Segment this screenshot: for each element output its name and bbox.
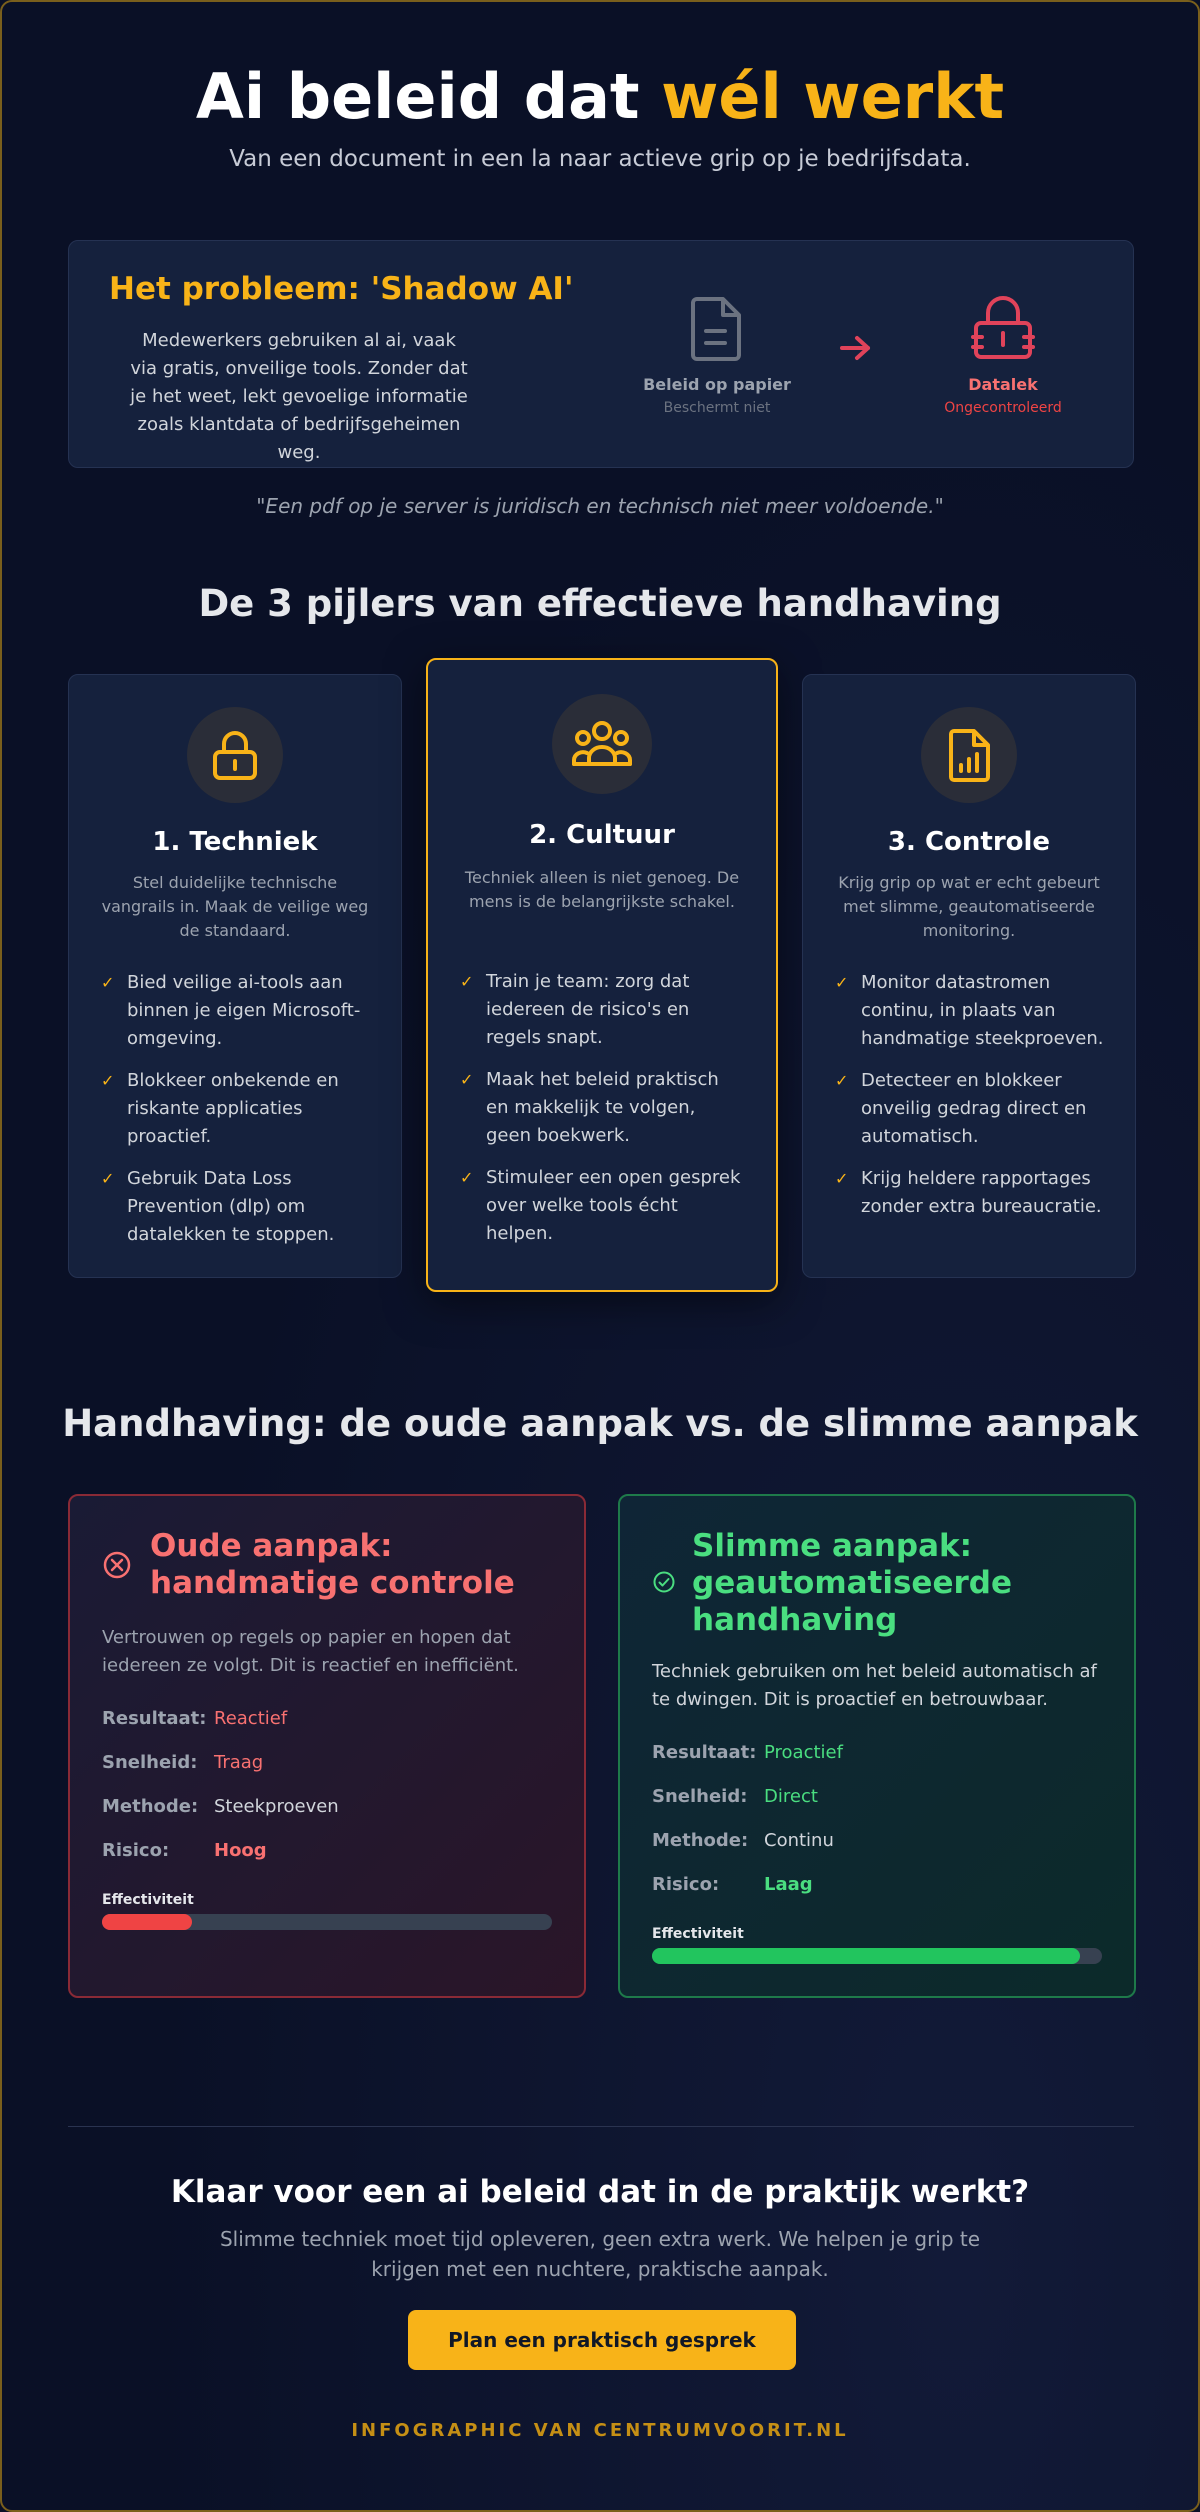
problem-card <box>68 240 1134 468</box>
old-effect-bar <box>102 1914 552 1930</box>
smart-approach-card <box>618 1494 1136 1998</box>
pillar-cultuur <box>426 658 778 1292</box>
quote: "Een pdf op je server is juridisch en technisch niet meer voldoende." <box>256 494 944 518</box>
check-icon: ✓ <box>835 1071 849 1090</box>
pillar-title: 1. Techniek <box>152 827 318 857</box>
pillar-icon-circle <box>187 707 283 803</box>
check-icon: ✓ <box>460 1070 474 1089</box>
title-accent: wél werkt <box>661 60 1005 133</box>
check-icon: ✓ <box>101 1071 115 1090</box>
list-item: ✓ Maak het beleid praktisch en makkelijk te volgen, geen boekwerk. <box>458 1066 746 1150</box>
pillar-points <box>833 969 1105 1235</box>
smart-row-risk: Risico: Laag <box>652 1874 813 1895</box>
list-item: ✓ Bied veilige ai-tools aan binnen je eigen Microsoft-omgeving. <box>99 969 371 1053</box>
list-item: ✓ Gebruik Data Loss Prevention (dlp) om datalekken te stoppen. <box>99 1165 371 1249</box>
pillar-points <box>99 969 371 1263</box>
team-icon <box>571 718 633 770</box>
pillar-controle <box>802 674 1136 1278</box>
check-icon: ✓ <box>835 1169 849 1188</box>
check-icon: ✓ <box>101 973 115 992</box>
check-icon: ✓ <box>460 972 474 991</box>
smart-row-speed: Snelheid: Direct <box>652 1786 818 1807</box>
pillar-desc: Krijg grip op wat er echt gebeurt met slimme, geautomatiseerde monitoring. <box>838 873 1100 940</box>
flow-data-leak <box>903 293 1103 416</box>
document-icon <box>687 293 747 363</box>
old-approach-card <box>68 1494 586 1998</box>
smart-effect-fill <box>652 1948 1080 1964</box>
page-subtitle: Van een document in een la naar actieve grip op je bedrijfsdata. <box>229 146 971 172</box>
page-title <box>2 60 1198 133</box>
list-item: ✓ Train je team: zorg dat iedereen de risico's en regels snapt. <box>458 968 746 1052</box>
cta-title: Klaar voor een ai beleid dat in de praktijk werkt? <box>170 2174 1030 2210</box>
flow-to-sub: Ongecontroleerd <box>944 400 1062 416</box>
check-icon: ✓ <box>835 973 849 992</box>
pillar-title: 2. Cultuur <box>529 820 675 850</box>
title-main: Ai beleid dat <box>195 60 662 133</box>
smart-effect-label: Effectiviteit <box>652 1926 744 1942</box>
check-circle-icon <box>652 1570 676 1594</box>
pillar-desc: Techniek alleen is niet genoeg. De mens is de belangrijkste schakel. <box>464 868 740 911</box>
cta-subtitle: Slimme techniek moet tijd opleveren, geen extra werk. We helpen je grip te krijgen met een nuchtere, praktische aanpak. <box>219 2227 981 2281</box>
check-icon: ✓ <box>101 1169 115 1188</box>
old-effect-fill <box>102 1914 192 1930</box>
old-desc: Vertrouwen op regels op papier en hopen dat iedereen ze volgt. Dit is reactief en inefficiënt. <box>102 1627 519 1676</box>
pillar-techniek <box>68 674 402 1278</box>
flow-from-label: Beleid op papier <box>643 375 791 394</box>
pillar-title: 3. Controle <box>887 827 1051 857</box>
pillar-icon-circle <box>921 707 1017 803</box>
list-item: ✓ Detecteer en blokkeer onveilig gedrag direct en automatisch. <box>833 1067 1105 1151</box>
report-icon <box>946 727 992 783</box>
flow-paper-policy <box>617 293 817 416</box>
lock-icon <box>210 728 260 782</box>
list-item: ✓ Krijg heldere rapportages zonder extra bureaucratie. <box>833 1165 1105 1221</box>
old-row-speed: Snelheid: Traag <box>102 1752 264 1773</box>
list-item: ✓ Blokkeer onbekende en riskante applicaties proactief. <box>99 1067 371 1151</box>
old-row-result: Resultaat: Reactief <box>102 1708 288 1729</box>
list-item: ✓ Monitor datastromen continu, in plaats van handmatige steekproeven. <box>833 969 1105 1053</box>
check-icon: ✓ <box>460 1168 474 1187</box>
problem-text: Medewerkers gebruiken al ai, vaak via gratis, onveilige tools. Zonder dat je het weet, lekt gevoelige informatie zoals klantdata of bedrijfsgeheimen weg. <box>130 330 468 463</box>
flow-to-label: Datalek <box>968 375 1038 394</box>
pillar-icon-circle <box>552 694 652 794</box>
comparison-title: Handhaving: de oude aanpak vs. de slimme aanpak <box>62 1402 1138 1445</box>
list-item: ✓ Stimuleer een open gesprek over welke tools écht helpen. <box>458 1164 746 1248</box>
old-title: Oude aanpak: handmatige controle <box>150 1528 515 1601</box>
arrow-right-icon <box>839 333 873 363</box>
smart-row-result: Resultaat: Proactief <box>652 1742 843 1763</box>
broken-lock-icon <box>970 293 1036 363</box>
old-row-method: Methode: Steekproeven <box>102 1796 339 1817</box>
pillar-desc: Stel duidelijke technische vangrails in. Maak de veilige weg de standaard. <box>101 873 369 940</box>
smart-row-method: Methode: Continu <box>652 1830 834 1851</box>
flow-from-sub: Beschermt niet <box>663 400 771 416</box>
old-row-risk: Risico: Hoog <box>102 1840 267 1861</box>
divider <box>68 2126 1134 2127</box>
x-circle-icon <box>102 1550 132 1580</box>
problem-title: Het probleem: 'Shadow AI' <box>109 271 574 307</box>
old-effect-label: Effectiviteit <box>102 1892 194 1908</box>
plan-conversation-button[interactable]: Plan een praktisch gesprek <box>408 2310 796 2370</box>
footer-credit: INFOGRAPHIC VAN CENTRUMVOORIT.NL <box>351 2420 849 2441</box>
pillars-title: De 3 pijlers van effectieve handhaving <box>198 582 1002 625</box>
smart-effect-bar <box>652 1948 1102 1964</box>
smart-desc: Techniek gebruiken om het beleid automatisch af te dwingen. Dit is proactief en betrouwbaar. <box>652 1661 1097 1710</box>
smart-title: Slimme aanpak: geautomatiseerde handhaving <box>692 1528 1012 1638</box>
pillar-points <box>458 968 746 1262</box>
